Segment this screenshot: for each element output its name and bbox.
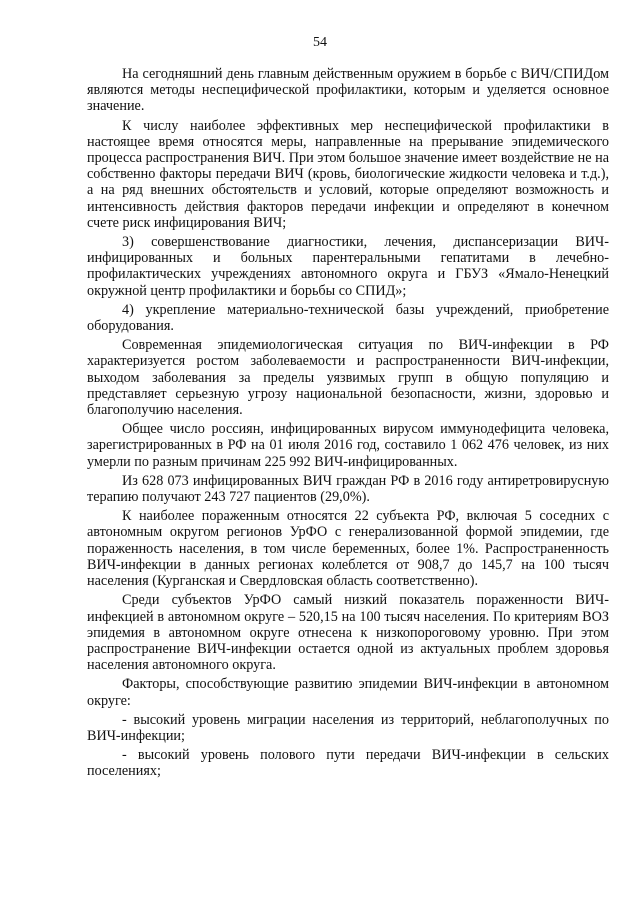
paragraph-3: 3) совершенствование диагностики, лечения, диспансеризации ВИЧ-инфицированных и больных парентеральными гепатитами в лечебно-профилактических учреждениях автономного округа и ГБУЗ «Ямало-Ненецкий окружной центр профилактики и борьбы со СПИД»;	[87, 234, 609, 299]
paragraph-10: Факторы, способствующие развитию эпидемии ВИЧ-инфекции в автономном округе:	[87, 676, 609, 709]
paragraph-12: - высокий уровень полового пути передачи ВИЧ-инфекции в сельских поселениях;	[87, 747, 609, 780]
paragraph-1: На сегодняшний день главным действенным оружием в борьбе с ВИЧ/СПИДом являются методы неспецифической профилактики, которым и уделяется основное значение.	[87, 66, 609, 115]
paragraph-8: К наиболее пораженным относятся 22 субъекта РФ, включая 5 соседних с автономным округом регионов УрФО с генерализованной формой эпидемии, где пораженность населения, в том числе беременных, более 1%. Распространенность ВИЧ-инфекции в данных регионах колеблется от 908,7 до 145,7 на 100 тысяч населения (Курганская и Свердловская область соответственно).	[87, 508, 609, 590]
paragraph-5: Современная эпидемиологическая ситуация по ВИЧ-инфекции в РФ характеризуется ростом заболеваемости и распространенности ВИЧ-инфекции, выходом заболевания за пределы уязвимых групп в общую популяцию и представляет серьезную угрозу национальной безопасности, жизни, здоровью и благополучию населения.	[87, 337, 609, 419]
paragraph-2: К числу наиболее эффективных мер неспецифической профилактики в настоящее время относятся меры, направленные на прерывание эпидемического процесса распространения ВИЧ. При этом большое значение имеет воздействие не на собственно факторы передачи ВИЧ (кровь, биологические жидкости человека и т.д.), а на ряд внешних обстоятельств и условий, которые определяют возможность и интенсивность действия факторов передачи инфекции и определяют в конечном счете риск инфицирования ВИЧ;	[87, 117, 609, 231]
paragraph-11: - высокий уровень миграции населения из территорий, неблагополучных по ВИЧ-инфекции;	[87, 711, 609, 744]
paragraph-7: Из 628 073 инфицированных ВИЧ граждан РФ в 2016 году антиретровирусную терапию получают 243 727 пациентов (29,0%).	[87, 472, 609, 506]
paragraph-9: Среди субъектов УрФО самый низкий показатель пораженности ВИЧ-инфекцией в автономном округе – 520,15 на 100 тысяч населения. По критериям ВОЗ эпидемия в автономном округе отнесена к низкопороговому уровню. При этом распространение ВИЧ-инфекции остается одной из актуальных проблем здоровья населения автономного округа.	[87, 592, 609, 674]
page-number: 54	[313, 35, 327, 50]
paragraph-4: 4) укрепление материально-технической базы учреждений, приобретение оборудования.	[87, 301, 609, 335]
paragraph-6: Общее число россиян, инфицированных вирусом иммунодефицита человека, зарегистрированных в РФ на 01 июля 2016 год, составило 1 062 476 человек, из них умерли по разным причинам 225 992 ВИЧ-инфицированных.	[87, 421, 609, 470]
body-text	[87, 66, 609, 783]
